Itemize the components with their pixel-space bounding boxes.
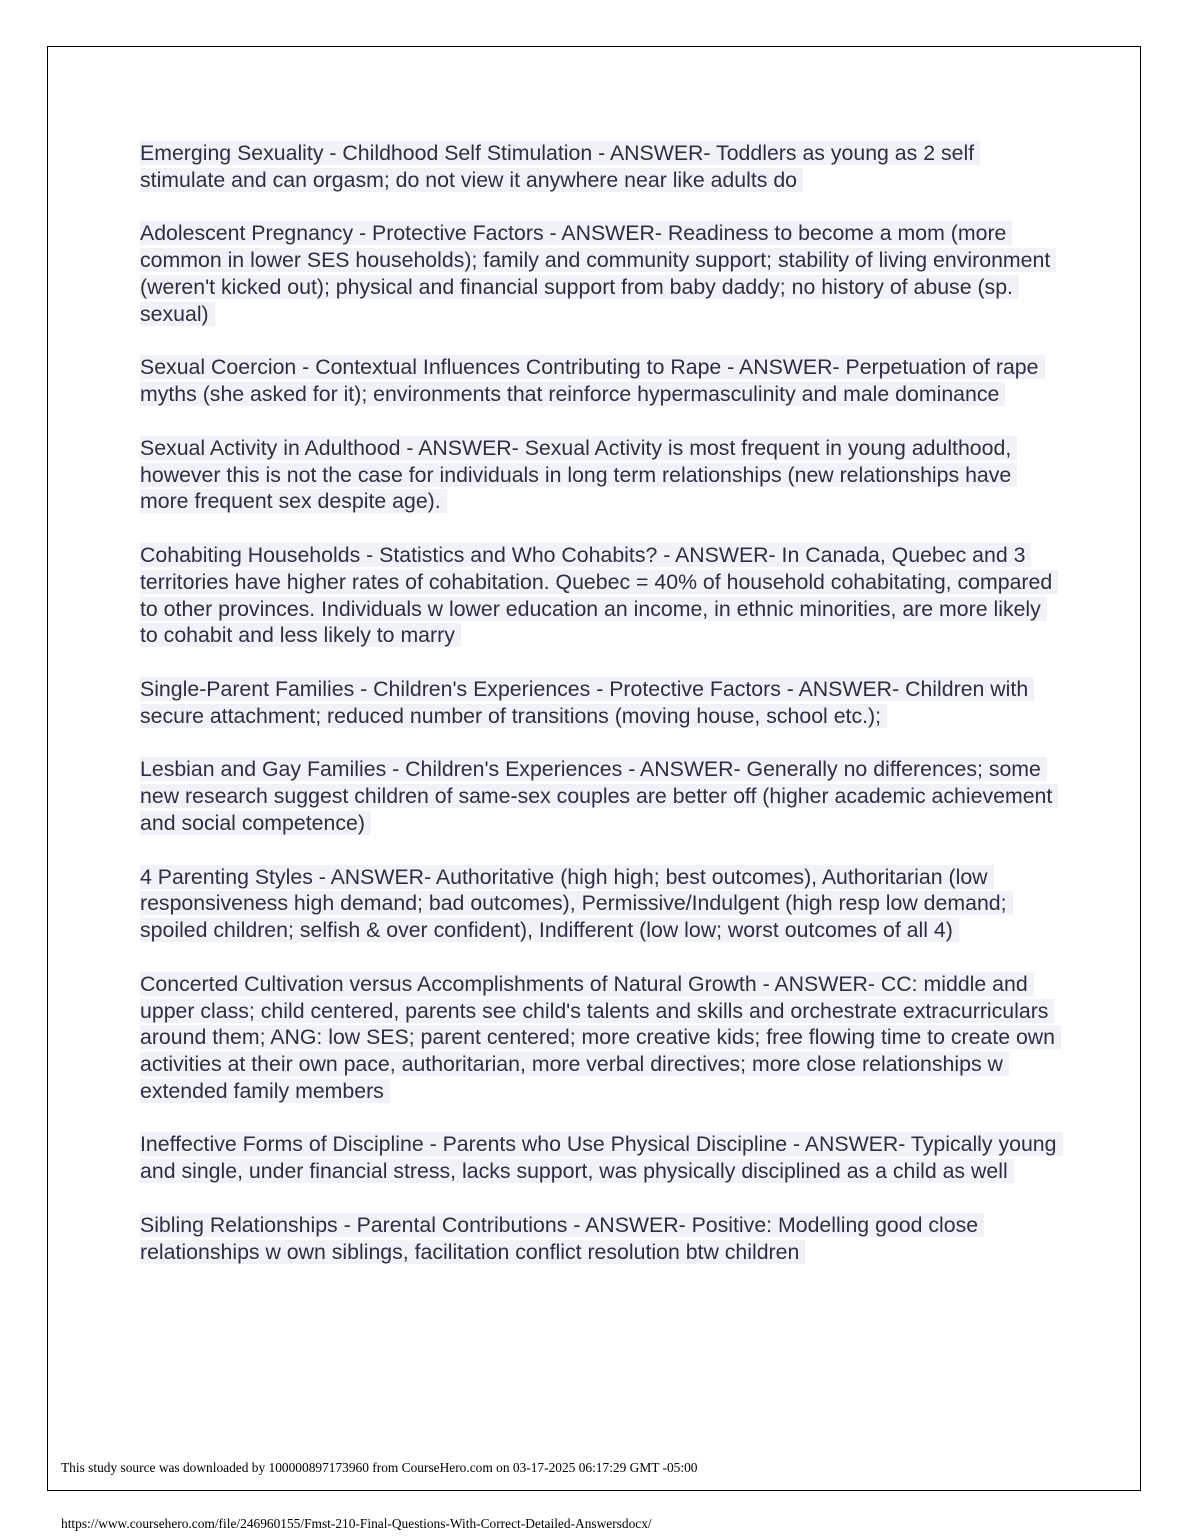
qa-text: Ineffective Forms of Discipline - Parents who Use Physical Discipline - ANSWER- Typically young and single, under financial stress, lacks support, was physically disciplined as a child as well xyxy=(140,1132,1063,1183)
qa-item xyxy=(140,140,1060,194)
qa-text: Concerted Cultivation versus Accomplishments of Natural Growth - ANSWER- CC: middle and upper class; child centered, parents see child's talents and skills and orchestrate extracurriculars around them; ANG: low SES; parent centered; more creative kids; free flowing time to create own activities at their own pace, authoritarian, more verbal directives; more close relationships w extended family members xyxy=(140,972,1061,1103)
qa-item xyxy=(140,971,1060,1105)
qa-item xyxy=(140,435,1060,515)
qa-text: Cohabiting Households - Statistics and Who Cohabits? - ANSWER- In Canada, Quebec and 3 territories have higher rates of cohabitation. Quebec = 40% of household cohabitating, compared to other provinces. Individuals w lower education an income, in ethnic minorities, are more likely to cohabit and less likely to marry xyxy=(140,543,1058,647)
qa-item xyxy=(140,354,1060,408)
qa-text: Adolescent Pregnancy - Protective Factors - ANSWER- Readiness to become a mom (more common in lower SES households); family and community support; stability of living environment (weren't kicked out); physical and financial support from baby daddy; no history of abuse (sp. sexual) xyxy=(140,221,1056,325)
qa-text: 4 Parenting Styles - ANSWER- Authoritative (high high; best outcomes), Authoritarian (low responsiveness high demand; bad outcomes), Permissive/Indulgent (high resp low demand; spoiled children; selfish & over confident), Indifferent (low low; worst outcomes of all 4) xyxy=(140,865,1013,943)
qa-item xyxy=(140,1212,1060,1266)
qa-item xyxy=(140,864,1060,944)
qa-text: Lesbian and Gay Families - Children's Experiences - ANSWER- Generally no differences; some new research suggest children of same-sex couples are better off (higher academic achievement and social competence) xyxy=(140,757,1058,835)
qa-item xyxy=(140,1131,1060,1185)
qa-list xyxy=(140,140,1060,1292)
qa-text: Sexual Coercion - Contextual Influences Contributing to Rape - ANSWER- Perpetuation of rape myths (she asked for it); environments that reinforce hypermasculinity and male dominance xyxy=(140,355,1045,406)
download-notice: This study source was downloaded by 100000897173960 from CourseHero.com on 03-17-2025 06:17:29 GMT -05:00 xyxy=(61,1460,698,1475)
qa-text: Emerging Sexuality - Childhood Self Stimulation - ANSWER- Toddlers as young as 2 self stimulate and can orgasm; do not view it anywhere near like adults do xyxy=(140,141,980,192)
qa-text: Single-Parent Families - Children's Experiences - Protective Factors - ANSWER- Children with secure attachment; reduced number of transitions (moving house, school etc.); xyxy=(140,677,1034,728)
qa-item xyxy=(140,676,1060,730)
qa-item xyxy=(140,542,1060,649)
qa-text: Sexual Activity in Adulthood - ANSWER- Sexual Activity is most frequent in young adulthood, however this is not the case for individuals in long term relationships (new relationships have more frequent sex despite age). xyxy=(140,436,1017,514)
qa-item xyxy=(140,756,1060,836)
qa-item xyxy=(140,220,1060,327)
qa-text: Sibling Relationships - Parental Contributions - ANSWER- Positive: Modelling good close relationships w own siblings, facilitation conflict resolution btw children xyxy=(140,1213,984,1264)
source-url[interactable]: https://www.coursehero.com/file/246960155/Fmst-210-Final-Questions-With-Correct-Detailed-Answersdocx/ xyxy=(61,1516,652,1531)
